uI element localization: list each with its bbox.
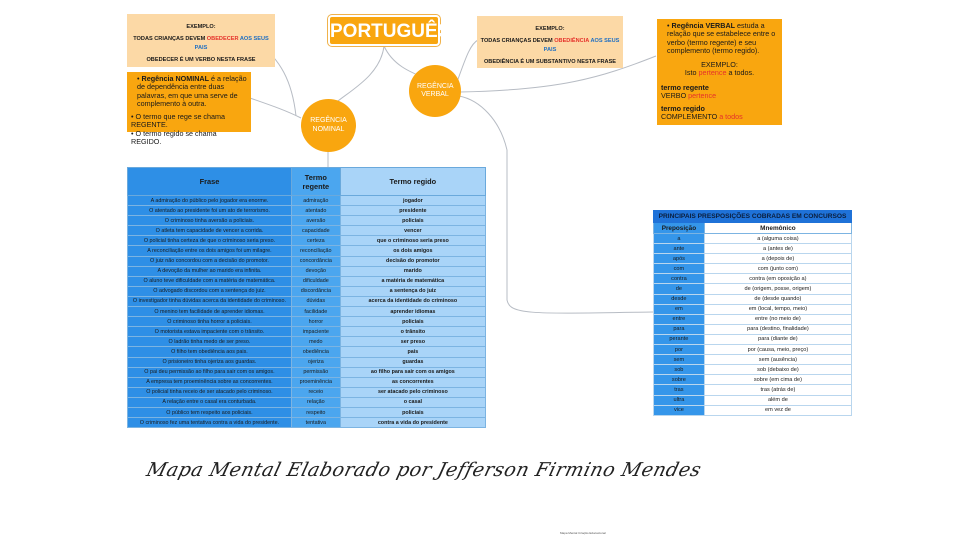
termo-regente-cell: aversão — [291, 216, 340, 226]
table-row — [128, 397, 486, 407]
preposicao-cell: tras — [654, 385, 705, 395]
frase-cell: O atentado ao presidente foi um ato de terrorismo. — [128, 206, 292, 216]
mnemonico-cell: para (diante de) — [704, 334, 851, 344]
prepositions-header — [654, 223, 852, 234]
termo-regido-cell: os dois amigos — [340, 246, 485, 256]
node-regencia-nominal: REGÊNCIA NOMINAL — [301, 99, 356, 152]
mnemonico-cell: de (origem, posse, origem) — [704, 284, 851, 294]
table-row — [654, 395, 852, 405]
termo-regido-cell: contra a vida do presidente — [340, 418, 485, 428]
table-row — [654, 234, 852, 244]
frase-cell: O prisioneiro tinha ojeriza aos guardas. — [128, 357, 292, 367]
verbal-example-heading: EXEMPLO: — [535, 26, 565, 32]
nominal-example-note: OBEDECER É UM VERBO NESTA FRASE — [146, 57, 256, 64]
table-row — [128, 286, 486, 296]
mnemonico-cell: sobre (em cima de) — [704, 375, 851, 385]
col-preposicao: Preposição — [654, 223, 705, 234]
preposicao-cell: ante — [654, 244, 705, 254]
termo-regido-cell: decisão do promotor — [340, 256, 485, 266]
frase-cell: O filho tem obediência aos pais. — [128, 347, 292, 357]
frase-cell: O aluno teve dificuldade com a matéria de matemática. — [128, 276, 292, 286]
preposicao-cell: de — [654, 284, 705, 294]
table-row — [654, 244, 852, 254]
mnemonico-cell: a (depois de) — [704, 254, 851, 264]
frase-cell: O juiz não concordou com a decisão do promotor. — [128, 256, 292, 266]
col-termo-regido: Termo regido — [340, 168, 485, 196]
mnemonico-cell: sem (ausência) — [704, 355, 851, 365]
verbal-definition-box — [657, 19, 782, 125]
termo-regente-cell: certeza — [291, 236, 340, 246]
termo-regente-cell: relação — [291, 397, 340, 407]
mnemonico-cell: em (local, tempo, meio) — [704, 304, 851, 314]
termo-regente-cell: impaciente — [291, 327, 340, 337]
highlight-word: OBEDECER — [206, 36, 239, 43]
frase-cell: O advogado discordou com a sentença do juiz. — [128, 286, 292, 296]
preposicao-cell: para — [654, 324, 705, 334]
termo-regente-cell: obediência — [291, 347, 340, 357]
frase-cell: O policial tinha receio de ser atacado pelo criminoso. — [128, 387, 292, 397]
table-row — [128, 377, 486, 387]
preposicao-cell: por — [654, 345, 705, 355]
table-row — [128, 418, 486, 428]
table-row — [654, 284, 852, 294]
nominal-example-box — [127, 14, 275, 67]
table-row — [128, 327, 486, 337]
table-row — [654, 264, 852, 274]
termo-regente-cell: proeminência — [291, 377, 340, 387]
table-row — [128, 296, 486, 306]
verbal-definition: • Regência VERBAL estuda a relação que se estabelece entre o verbo (termo regente) e seu complemento (termo regido). — [667, 21, 776, 56]
table-row — [128, 266, 486, 276]
nominal-bullet-regente: • O termo que rege se chama REGENTE. — [131, 111, 226, 130]
preposicao-cell: sob — [654, 365, 705, 375]
footer-small-text: Mapa Mental Criação Educacional — [560, 531, 606, 535]
termo-regente-cell: tentativa — [291, 418, 340, 428]
table-row — [654, 294, 852, 304]
termo-regido-value: COMPLEMENTO a todos — [661, 112, 743, 122]
frase-cell: O ladrão tinha medo de ser preso. — [128, 337, 292, 347]
termo-regente-cell: reconciliação — [291, 246, 340, 256]
mnemonico-cell: a (alguma coisa) — [704, 234, 851, 244]
verbal-example-sentence: TODAS CRIANÇAS DEVEM OBEDIÊNCIA AOS SEUS PAIS — [480, 38, 620, 53]
termo-regido-cell: jogador — [340, 196, 485, 206]
preposicao-cell: ultra — [654, 395, 705, 405]
nominal-example-heading: EXEMPLO: — [186, 24, 216, 30]
frase-cell: O pai deu permissão ao filho para sair com os amigos. — [128, 367, 292, 377]
table-row — [654, 345, 852, 355]
table-row — [128, 196, 486, 206]
table-row — [654, 304, 852, 314]
frase-cell: A reconciliação entre os dois amigos foi um milagre. — [128, 246, 292, 256]
termo-regente-cell: medo — [291, 337, 340, 347]
mnemonico-cell: para (destino, finalidade) — [704, 324, 851, 334]
termo-regente-cell: receio — [291, 387, 340, 397]
table-row — [654, 334, 852, 344]
termo-regente-cell: admiração — [291, 196, 340, 206]
table-row — [128, 246, 486, 256]
termo-regido-cell: marido — [340, 266, 485, 276]
preposicao-cell: com — [654, 264, 705, 274]
frase-cell: O criminoso fez uma tentativa contra a vida do presidente. — [128, 418, 292, 428]
termo-regido-cell: ser atacado pelo criminoso — [340, 387, 485, 397]
termo-regido-cell: policiais — [340, 216, 485, 226]
termo-regido-cell: ser preso — [340, 337, 485, 347]
mnemonico-cell: tras (atrás de) — [704, 385, 851, 395]
frase-cell: A empresa tem proeminência sobre as concorrentes. — [128, 377, 292, 387]
preposicao-cell: desde — [654, 294, 705, 304]
termo-regido-cell: presidente — [340, 206, 485, 216]
mnemonico-cell: além de — [704, 395, 851, 405]
table-row — [654, 405, 852, 415]
page-title: PORTUGUÊS — [328, 15, 440, 46]
mnemonico-cell: contra (em oposição a) — [704, 274, 851, 284]
termo-regido-cell: policiais — [340, 407, 485, 417]
table-row — [654, 385, 852, 395]
mnemonico-cell: entre (no meio de) — [704, 314, 851, 324]
termo-regido-cell: vencer — [340, 226, 485, 236]
termo-regente-cell: respeito — [291, 407, 340, 417]
prepositions-table — [653, 210, 852, 416]
nominal-example-sentence: TODAS CRIANÇAS DEVEM OBEDECER AOS SEUS PAIS — [133, 36, 269, 51]
termo-regido-cell: as concorrentes — [340, 377, 485, 387]
author-signature: Mapa Mental Elaborado por Jefferson Firmino Mendes — [144, 459, 704, 481]
col-mnemonico: Mnemônico — [704, 223, 851, 234]
table-row — [128, 387, 486, 397]
frase-cell: A admiração do público pelo jogador era enorme. — [128, 196, 292, 206]
mnemonico-cell: com (junto com) — [704, 264, 851, 274]
prepositions-caption: PRINCIPAIS PRESPOSIÇÕES COBRADAS EM CONCURSOS — [654, 211, 852, 223]
highlight-word: OBEDIÊNCIA — [554, 38, 590, 45]
nominal-bullet-regido: • O termo regido se chama REGIDO. — [131, 128, 217, 147]
preposicao-cell: sem — [654, 355, 705, 365]
termo-regente-cell: horror — [291, 317, 340, 327]
mnemonico-cell: sob (debaixo de) — [704, 365, 851, 375]
preposicao-cell: após — [654, 254, 705, 264]
termo-regido-cell: a matéria de matemática — [340, 276, 485, 286]
verbal-example-note: OBEDIÊNCIA É UM SUBSTANTIVO NESTA FRASE — [483, 59, 617, 66]
verbal-example-line: Isto pertence a todos. — [684, 68, 755, 78]
regencia-table — [127, 167, 486, 428]
node-regencia-verbal: REGÊNCIA VERBAL — [409, 65, 461, 117]
preposicao-cell: perante — [654, 334, 705, 344]
frase-cell: A relação entre o casal era conturbada. — [128, 397, 292, 407]
preposicao-cell: a — [654, 234, 705, 244]
table-row — [128, 226, 486, 236]
table-row — [128, 357, 486, 367]
table-row — [128, 337, 486, 347]
frase-cell: O criminoso tinha aversão a policiais. — [128, 216, 292, 226]
frase-cell: O menino tem facilidade de aprender idiomas. — [128, 307, 292, 317]
termo-regente-label: termo regente — [661, 82, 709, 92]
col-termo-regente: Termo regente — [291, 168, 340, 196]
col-frase: Frase — [128, 168, 292, 196]
frase-cell: O criminoso tinha horror a policiais. — [128, 317, 292, 327]
termo-regente-cell: devoção — [291, 266, 340, 276]
termo-regente-cell: facilidade — [291, 307, 340, 317]
table-row — [128, 367, 486, 377]
table-row — [128, 216, 486, 226]
table-row — [654, 314, 852, 324]
termo-regido-cell: guardas — [340, 357, 485, 367]
regencia-table-header — [128, 168, 486, 196]
table-row — [128, 276, 486, 286]
table-row — [128, 407, 486, 417]
table-row — [654, 324, 852, 334]
frase-cell: O policial tinha certeza de que o criminoso seria preso. — [128, 236, 292, 246]
mnemonico-cell: por (causa, meio, preço) — [704, 345, 851, 355]
table-row — [654, 355, 852, 365]
termo-regido-cell: policiais — [340, 317, 485, 327]
table-row — [128, 347, 486, 357]
frase-cell: O público tem respeito aos policiais. — [128, 407, 292, 417]
preposicao-cell: entre — [654, 314, 705, 324]
frase-cell: A devoção da mulher ao marido era infinita. — [128, 266, 292, 276]
termo-regido-cell: aprender idiomas — [340, 307, 485, 317]
frase-cell: O atleta tem capacidade de vencer a corrida. — [128, 226, 292, 236]
termo-regido-cell: pais — [340, 347, 485, 357]
table-row — [654, 274, 852, 284]
mnemonico-cell: de (desde quando) — [704, 294, 851, 304]
termo-regente-cell: permissão — [291, 367, 340, 377]
table-row — [654, 254, 852, 264]
termo-regido-cell: ao filho para sair com os amigos — [340, 367, 485, 377]
table-row — [128, 307, 486, 317]
termo-regido-cell: acerca da identidade do criminoso — [340, 296, 485, 306]
table-row — [654, 365, 852, 375]
termo-regente-cell: concordância — [291, 256, 340, 266]
termo-regido-cell: que o criminoso seria preso — [340, 236, 485, 246]
table-row — [128, 256, 486, 266]
table-row — [128, 317, 486, 327]
termo-regente-value: VERBO pertence — [661, 91, 717, 101]
table-row — [654, 375, 852, 385]
termo-regente-cell: ojeriza — [291, 357, 340, 367]
verbal-example-box — [477, 16, 623, 68]
termo-regido-cell: a sentença do juiz — [340, 286, 485, 296]
frase-cell: O investigador tinha dúvidas acerca da identidade do criminoso. — [128, 296, 292, 306]
termo-regido-cell: o casal — [340, 397, 485, 407]
frase-cell: O motorista estava impaciente com o trânsito. — [128, 327, 292, 337]
table-row — [128, 236, 486, 246]
nominal-definition-box — [127, 72, 251, 147]
mnemonico-cell: a (antes de) — [704, 244, 851, 254]
termo-regente-cell: capacidade — [291, 226, 340, 236]
termo-regente-cell: atentado — [291, 206, 340, 216]
preposicao-cell: em — [654, 304, 705, 314]
termo-regido-cell: o trânsito — [340, 327, 485, 337]
preposicao-cell: vice — [654, 405, 705, 415]
table-row — [128, 206, 486, 216]
termo-regido-label: termo regido — [661, 103, 705, 113]
mnemonico-cell: em vez de — [704, 405, 851, 415]
preposicao-cell: sobre — [654, 375, 705, 385]
termo-regente-cell: dúvidas — [291, 296, 340, 306]
preposicao-cell: contra — [654, 274, 705, 284]
termo-regente-cell: dificuldade — [291, 276, 340, 286]
nominal-definition: • Regência NOMINAL é a relação de dependência entre duas palavras, em que uma serve de complemento à outra. — [137, 74, 247, 109]
termo-regente-cell: discordância — [291, 286, 340, 296]
verbal-example-heading-2: EXEMPLO: — [701, 59, 738, 69]
